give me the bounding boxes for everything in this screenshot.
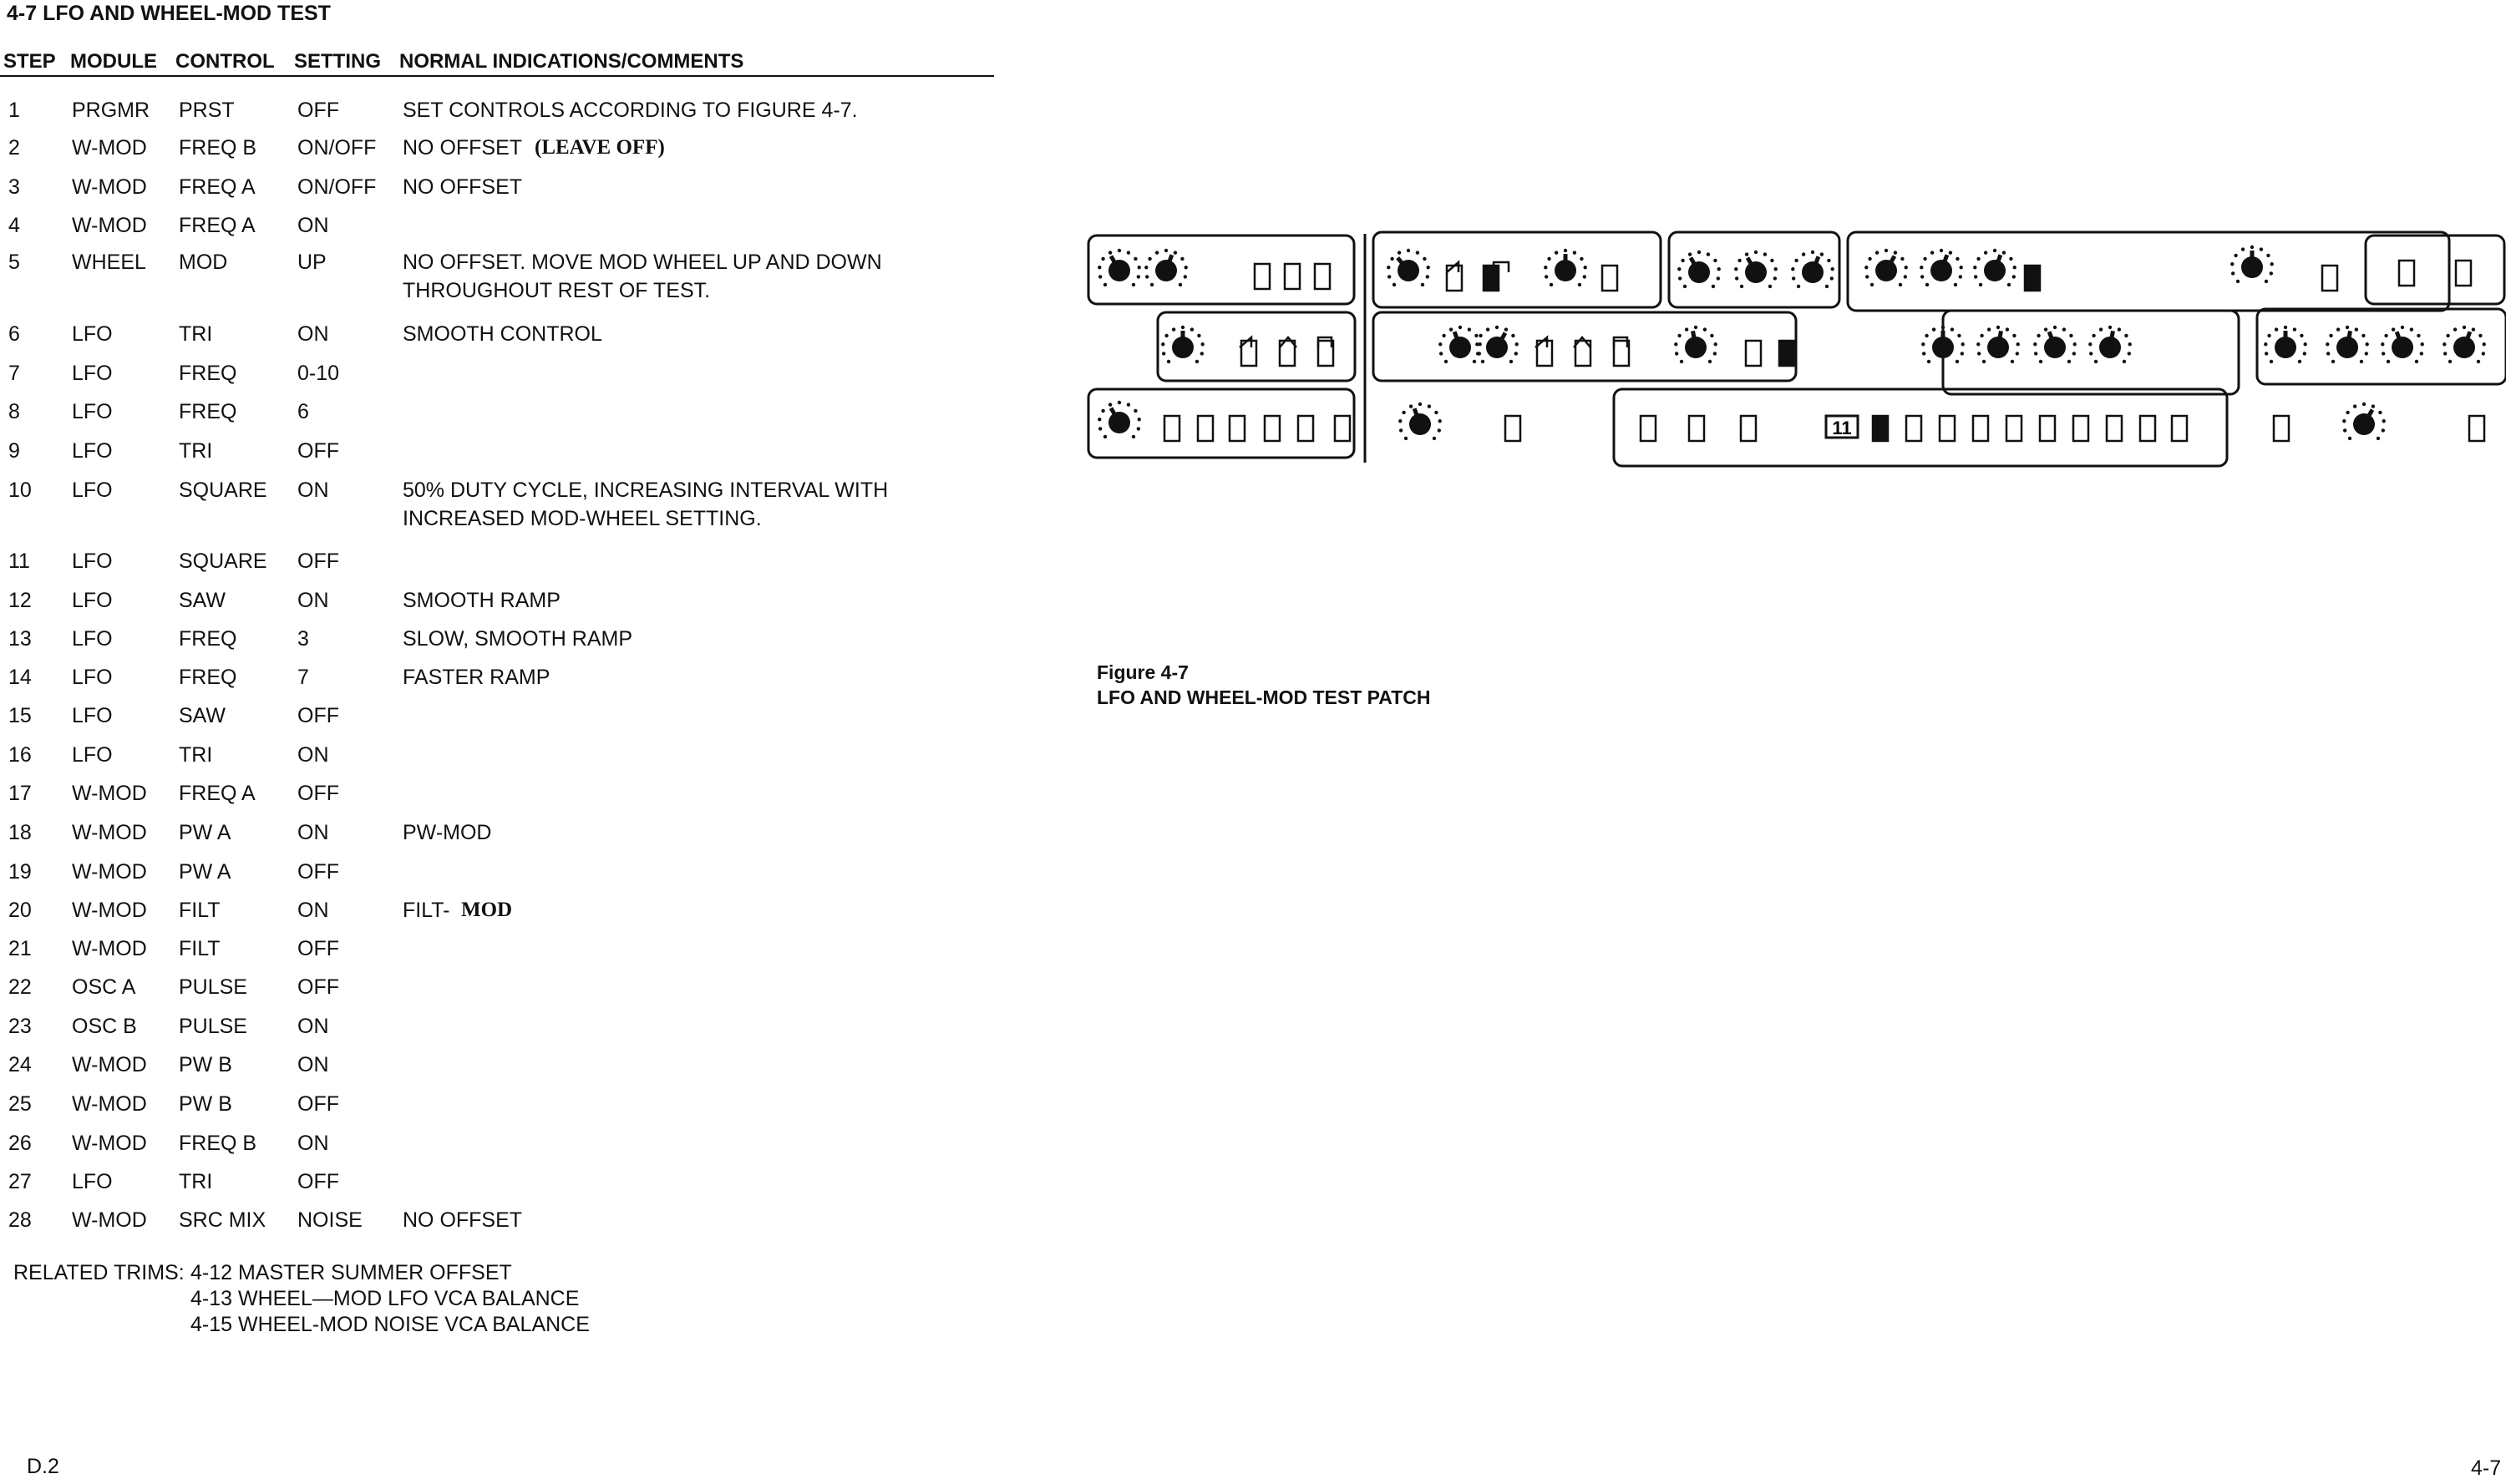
comment-cell: NO OFFSET. MOVE MOD WHEEL UP AND DOWN — [403, 251, 882, 274]
step-cell: 27 — [8, 1170, 32, 1193]
setting-cell: ON — [297, 1053, 329, 1076]
switch-on-icon — [1873, 416, 1888, 441]
figure-caption — [1097, 660, 1430, 710]
step-cell: 25 — [8, 1092, 32, 1116]
module-cell: LFO — [72, 362, 113, 385]
control-knob-icon — [1791, 251, 1834, 288]
module-cell: W-MOD — [72, 1053, 147, 1076]
col-step-header: STEP — [3, 50, 56, 73]
control-knob-icon — [1387, 249, 1430, 286]
test-patch-figure — [1086, 225, 2506, 468]
control-knob-icon — [1921, 326, 1965, 363]
setting-cell: UP — [297, 251, 327, 274]
switch-on-icon — [2025, 266, 2040, 291]
page-footer-right: 4-7 — [2471, 1456, 2502, 1480]
control-cell: PW A — [179, 860, 231, 884]
setting-cell: ON — [297, 1132, 329, 1155]
comment-continuation: THROUGHOUT REST OF TEST. — [403, 279, 711, 302]
step-cell: 1 — [8, 99, 20, 122]
setting-cell: NOISE — [297, 1208, 363, 1232]
related-trim-item: 4-13 WHEEL—MOD LFO VCA BALANCE — [190, 1287, 580, 1310]
module-cell: WHEEL — [72, 251, 146, 274]
switch-off-icon — [2469, 416, 2484, 441]
comment-note: (LEAVE OFF) — [535, 136, 665, 159]
module-cell: W-MOD — [72, 175, 147, 199]
step-cell: 23 — [8, 1015, 32, 1038]
control-knob-icon — [1098, 401, 1141, 438]
step-cell: 21 — [8, 937, 32, 960]
control-knob-icon — [2088, 326, 2132, 363]
comment-cell: PW-MOD — [403, 821, 492, 844]
control-cell: MOD — [179, 251, 228, 274]
control-knob-icon — [1098, 249, 1141, 286]
setting-cell: 7 — [297, 666, 309, 689]
setting-cell: OFF — [297, 975, 339, 999]
comment-cell: 50% DUTY CYCLE, INCREASING INTERVAL WITH — [403, 479, 889, 502]
control-cell: PW A — [179, 821, 231, 844]
setting-cell: ON — [297, 214, 329, 237]
col-control-header: CONTROL — [175, 50, 275, 73]
setting-cell: OFF — [297, 439, 339, 463]
switch-off-icon — [1602, 266, 1617, 291]
module-frame — [2366, 236, 2504, 304]
setting-cell: 6 — [297, 400, 309, 423]
step-cell: 2 — [8, 136, 20, 160]
switch-off-icon — [1741, 416, 1756, 441]
control-knob-icon — [1864, 249, 1908, 286]
switch-off-icon — [2107, 416, 2122, 441]
module-cell: LFO — [72, 322, 113, 346]
setting-cell: OFF — [297, 1170, 339, 1193]
control-cell: FREQ B — [179, 136, 257, 160]
step-cell: 19 — [8, 860, 32, 884]
comment-cell: SET CONTROLS ACCORDING TO FIGURE 4-7. — [403, 99, 858, 122]
switch-off-icon — [1298, 416, 1313, 441]
switch-off-icon — [1164, 416, 1179, 441]
control-cell: TRI — [179, 1170, 213, 1193]
module-cell: LFO — [72, 743, 113, 767]
setting-cell: ON — [297, 322, 329, 346]
control-cell: FREQ — [179, 666, 237, 689]
module-cell: LFO — [72, 550, 113, 573]
step-cell: 4 — [8, 214, 20, 237]
step-cell: 5 — [8, 251, 20, 274]
switch-off-icon — [2172, 416, 2187, 441]
switch-off-icon — [2006, 416, 2022, 441]
control-knob-icon — [2230, 246, 2274, 283]
step-cell: 12 — [8, 589, 32, 612]
comment-note: MOD — [461, 899, 513, 921]
control-knob-icon — [2264, 326, 2307, 363]
page-footer-left: D.2 — [27, 1455, 59, 1478]
switch-off-icon — [1230, 416, 1245, 441]
switch-off-icon — [2322, 266, 2337, 291]
step-cell: 20 — [8, 899, 32, 922]
table-header — [0, 50, 994, 77]
col-module-header: MODULE — [70, 50, 157, 73]
control-knob-icon — [1674, 326, 1717, 363]
setting-cell: ON — [297, 899, 329, 922]
control-knob-icon — [1976, 326, 2020, 363]
control-knob-icon — [1734, 251, 1778, 288]
setting-cell: OFF — [297, 782, 339, 805]
section-title: 4-7 LFO AND WHEEL-MOD TEST — [7, 2, 331, 25]
related-trim-item: 4-12 MASTER SUMMER OFFSET — [190, 1261, 512, 1284]
control-knob-icon — [2443, 326, 2486, 363]
control-cell: TRI — [179, 743, 213, 767]
switch-off-icon — [1940, 416, 1955, 441]
module-cell: LFO — [72, 439, 113, 463]
control-cell: FILT — [179, 899, 221, 922]
col-setting-header: SETTING — [294, 50, 382, 73]
switch-on-icon — [1779, 341, 1794, 366]
setting-cell: ON/OFF — [297, 175, 377, 199]
comment-cell: SMOOTH CONTROL — [403, 322, 602, 346]
module-cell: W-MOD — [72, 1132, 147, 1155]
control-cell: TRI — [179, 322, 213, 346]
control-cell: SQUARE — [179, 479, 267, 502]
step-cell: 9 — [8, 439, 20, 463]
switch-off-icon — [1973, 416, 1988, 441]
control-cell: SRC MIX — [179, 1208, 266, 1232]
step-cell: 22 — [8, 975, 32, 999]
step-cell: 26 — [8, 1132, 32, 1155]
control-knob-icon — [1161, 326, 1205, 363]
module-cell: OSC A — [72, 975, 136, 999]
step-cell: 3 — [8, 175, 20, 199]
setting-cell: OFF — [297, 99, 339, 122]
setting-cell: ON — [297, 1015, 329, 1038]
control-knob-icon — [1398, 403, 1442, 440]
control-cell: TRI — [179, 439, 213, 463]
control-knob-icon — [1973, 249, 2016, 286]
control-cell: FREQ — [179, 627, 237, 651]
switch-off-icon — [1198, 416, 1213, 441]
module-cell: LFO — [72, 704, 113, 727]
control-cell: SAW — [179, 704, 226, 727]
switch-off-icon — [2140, 416, 2155, 441]
setting-cell: ON — [297, 589, 329, 612]
figure-title: LFO AND WHEEL-MOD TEST PATCH — [1097, 686, 1431, 708]
setting-cell: ON/OFF — [297, 136, 377, 160]
module-cell: W-MOD — [72, 1208, 147, 1232]
control-cell: PULSE — [179, 1015, 247, 1038]
switch-off-icon — [1689, 416, 1704, 441]
setting-cell: OFF — [297, 937, 339, 960]
module-cell: LFO — [72, 400, 113, 423]
control-cell: FREQ — [179, 400, 237, 423]
comment-cell: NO OFFSET — [403, 175, 523, 199]
setting-cell: OFF — [297, 860, 339, 884]
setting-cell: 0-10 — [297, 362, 340, 385]
control-knob-icon — [1144, 249, 1188, 286]
control-knob-icon — [1677, 251, 1721, 288]
control-cell: PULSE — [179, 975, 247, 999]
switch-off-icon — [1315, 264, 1330, 289]
module-cell: LFO — [72, 1170, 113, 1193]
setting-cell: ON — [297, 479, 329, 502]
control-cell: SAW — [179, 589, 226, 612]
switch-off-icon — [1906, 416, 1921, 441]
control-cell: FILT — [179, 937, 221, 960]
comment-cell: SLOW, SMOOTH RAMP — [403, 627, 633, 651]
setting-cell: OFF — [297, 1092, 339, 1116]
step-cell: 18 — [8, 821, 32, 844]
control-knob-icon — [2033, 326, 2077, 363]
step-cell: 7 — [8, 362, 20, 385]
module-cell: W-MOD — [72, 1092, 147, 1116]
switch-off-icon — [2456, 261, 2471, 286]
module-cell: LFO — [72, 666, 113, 689]
comment-cell: FILT- — [403, 899, 450, 922]
module-cell: W-MOD — [72, 937, 147, 960]
module-cell: W-MOD — [72, 214, 147, 237]
module-cell: OSC B — [72, 1015, 137, 1038]
control-knob-icon — [2342, 403, 2386, 440]
module-cell: PRGMR — [72, 99, 150, 122]
switch-off-icon — [2274, 416, 2289, 441]
switch-off-icon — [1255, 264, 1270, 289]
step-cell: 13 — [8, 627, 32, 651]
control-cell: FREQ — [179, 362, 237, 385]
comment-cell: SMOOTH RAMP — [403, 589, 561, 612]
module-cell: W-MOD — [72, 821, 147, 844]
control-knob-icon — [2381, 326, 2424, 363]
step-cell: 11 — [8, 550, 30, 573]
step-cell: 16 — [8, 743, 32, 767]
comment-cell: NO OFFSET — [403, 1208, 523, 1232]
switch-off-icon — [2073, 416, 2088, 441]
control-cell: PW B — [179, 1092, 232, 1116]
setting-cell: OFF — [297, 704, 339, 727]
comment-continuation: INCREASED MOD-WHEEL SETTING. — [403, 507, 762, 530]
module-cell: LFO — [72, 479, 113, 502]
program-display-readout: 11 — [1832, 418, 1852, 438]
control-cell: FREQ A — [179, 782, 256, 805]
step-cell: 6 — [8, 322, 20, 346]
control-knob-icon — [1920, 249, 1963, 286]
module-cell: LFO — [72, 627, 113, 651]
module-cell: W-MOD — [72, 899, 147, 922]
step-cell: 28 — [8, 1208, 32, 1232]
comment-cell: NO OFFSET — [403, 136, 523, 160]
switch-off-icon — [1505, 416, 1520, 441]
setting-cell: OFF — [297, 550, 339, 573]
switch-on-icon — [1484, 266, 1499, 291]
step-cell: 24 — [8, 1053, 32, 1076]
related-trims-label: RELATED TRIMS: — [13, 1261, 185, 1284]
switch-off-icon — [1335, 416, 1350, 441]
control-cell: PW B — [179, 1053, 232, 1076]
module-cell: LFO — [72, 589, 113, 612]
switch-off-icon — [2399, 261, 2414, 286]
step-cell: 17 — [8, 782, 32, 805]
switch-off-icon — [1285, 264, 1300, 289]
step-cell: 14 — [8, 666, 32, 689]
setting-cell: ON — [297, 821, 329, 844]
switch-off-icon — [1265, 416, 1280, 441]
control-knob-icon — [2326, 326, 2369, 363]
module-cell: W-MOD — [72, 782, 147, 805]
switch-off-icon — [1746, 341, 1761, 366]
switch-off-icon — [2040, 416, 2055, 441]
control-cell: PRST — [179, 99, 235, 122]
control-cell: FREQ B — [179, 1132, 257, 1155]
figure-number: Figure 4-7 — [1097, 661, 1189, 683]
col-comments-header: NORMAL INDICATIONS/COMMENTS — [399, 50, 744, 73]
related-trim-item: 4-15 WHEEL-MOD NOISE VCA BALANCE — [190, 1313, 590, 1336]
setting-cell: 3 — [297, 627, 309, 651]
module-cell: W-MOD — [72, 136, 147, 160]
step-cell: 15 — [8, 704, 32, 727]
control-knob-icon — [1544, 249, 1587, 286]
control-cell: SQUARE — [179, 550, 267, 573]
setting-cell: ON — [297, 743, 329, 767]
switch-off-icon — [1641, 416, 1656, 441]
control-cell: FREQ A — [179, 214, 256, 237]
step-cell: 10 — [8, 479, 32, 502]
step-cell: 8 — [8, 400, 20, 423]
control-cell: FREQ A — [179, 175, 256, 199]
comment-cell: FASTER RAMP — [403, 666, 550, 689]
module-cell: W-MOD — [72, 860, 147, 884]
